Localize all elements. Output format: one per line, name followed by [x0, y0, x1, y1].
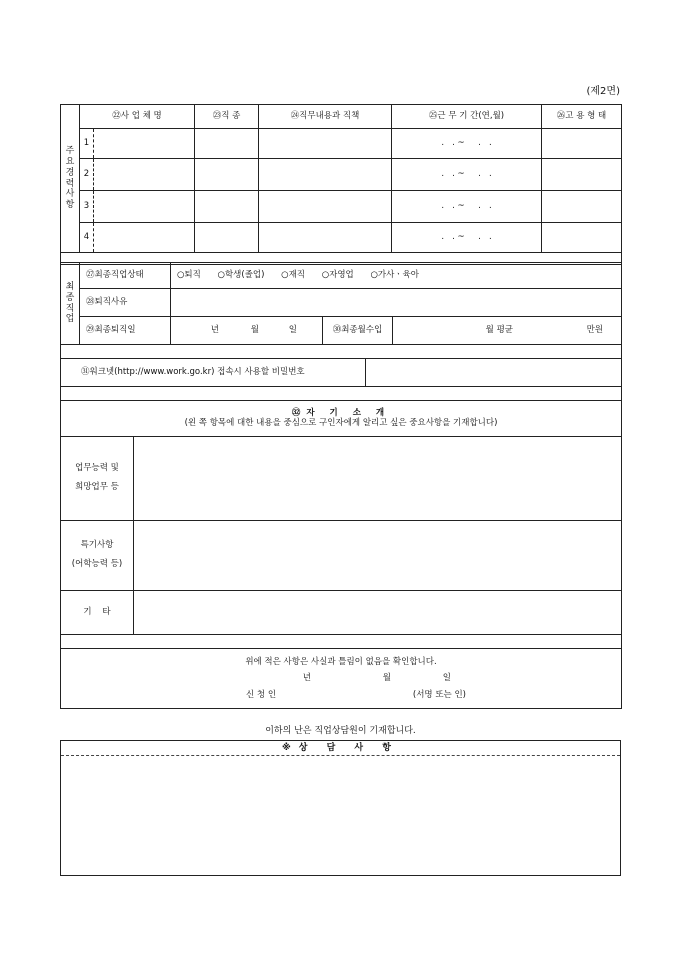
header-period: ㉕근 무 기 간(연,월): [392, 105, 542, 129]
intro-field-ability[interactable]: [134, 437, 622, 521]
retire-date-field[interactable]: 년 월 일: [171, 317, 323, 345]
confirmation-statement: 위에 적은 사항은 사실과 틀림이 없음을 확인합니다.: [245, 657, 437, 668]
applicant-signature[interactable]: 신 청 인 (서명 또는 인): [246, 689, 466, 700]
retire-reason-label: ㉘퇴직사유: [80, 289, 171, 317]
self-intro-subtitle: (왼 쪽 항목에 대한 내용을 중심으로 구인자에게 알리고 싶은 중요사항을 기재합니다): [184, 417, 498, 428]
intro-field-special[interactable]: [134, 521, 622, 591]
worknet-password-field[interactable]: [366, 359, 622, 387]
period-cell[interactable]: . . ~ . .: [392, 191, 542, 223]
confirmation-date[interactable]: 년 월 일: [302, 673, 451, 684]
career-row: [61, 159, 622, 191]
final-status-options: [171, 263, 622, 289]
career-row: [61, 191, 622, 223]
employment-cell[interactable]: [542, 191, 622, 223]
row-number: 2: [80, 159, 94, 191]
row-number: 3: [80, 191, 94, 223]
worknet-table: [60, 358, 622, 401]
counsel-field[interactable]: [61, 756, 620, 874]
period-cell[interactable]: . . ~ . .: [392, 223, 542, 253]
intro-label-other: 기 타: [61, 591, 134, 635]
final-job-section-title: 최 종 직 업: [61, 263, 80, 345]
status-option-self-employed[interactable]: ○자영업: [321, 269, 354, 280]
status-option-retired[interactable]: ○퇴직: [177, 269, 201, 280]
retire-reason-field[interactable]: [171, 289, 622, 317]
header-employment: ㉖고 용 형 태: [542, 105, 622, 129]
final-job-table: [60, 262, 622, 359]
monthly-pay-field[interactable]: 월 평균 만원: [393, 317, 622, 345]
employment-cell[interactable]: [542, 223, 622, 253]
spacer-row: [61, 387, 622, 401]
confirmation-block: [61, 649, 622, 709]
spacer-row: [61, 345, 622, 359]
intro-field-other[interactable]: [134, 591, 622, 635]
intro-label-special: 특기사항 (어학능력 등): [61, 521, 134, 591]
job-cell[interactable]: [195, 191, 259, 223]
worknet-password-label: ㉛워크넷(http://www.work.go.kr) 접속시 사용할 비밀번호: [61, 359, 366, 387]
counsel-title: ※상 담 사 항: [61, 741, 620, 756]
status-option-homemaker[interactable]: ○가사ㆍ육아: [370, 269, 419, 280]
monthly-pay-label: ㉚최종월수입: [323, 317, 393, 345]
career-section-title: 주 요 경 력 사 항: [61, 105, 80, 253]
job-cell[interactable]: [195, 223, 259, 253]
final-status-label: ㉗최종직업상태: [80, 263, 171, 289]
self-intro-title: ㉜자 기 소 개: [291, 407, 391, 418]
company-cell[interactable]: [94, 159, 195, 191]
job-cell[interactable]: [195, 129, 259, 159]
employment-cell[interactable]: [542, 129, 622, 159]
self-intro-header: [61, 401, 622, 437]
duties-cell[interactable]: [259, 191, 392, 223]
row-number: 1: [80, 129, 94, 159]
company-cell[interactable]: [94, 191, 195, 223]
status-option-student[interactable]: ○학생(졸업): [217, 269, 265, 280]
career-row: [61, 223, 622, 253]
spacer-row: [61, 635, 622, 649]
status-option-employed[interactable]: ○재직: [281, 269, 305, 280]
retire-date-label: ㉙최종퇴직일: [80, 317, 171, 345]
career-row: [61, 129, 622, 159]
self-intro-table: [60, 400, 622, 709]
period-cell[interactable]: . . ~ . .: [392, 159, 542, 191]
intro-label-ability: 업무능력 및 희망업무 등: [61, 437, 134, 521]
counsel-box: [60, 740, 621, 876]
header-job: ㉓직 종: [195, 105, 259, 129]
period-cell[interactable]: . . ~ . .: [392, 129, 542, 159]
duties-cell[interactable]: [259, 223, 392, 253]
company-cell[interactable]: [94, 129, 195, 159]
company-cell[interactable]: [94, 223, 195, 253]
duties-cell[interactable]: [259, 159, 392, 191]
job-cell[interactable]: [195, 159, 259, 191]
header-duties: ㉔직무내용과 직책: [259, 105, 392, 129]
employment-cell[interactable]: [542, 159, 622, 191]
counselor-note: 이하의 난은 직업상담원이 기재합니다.: [265, 726, 416, 736]
career-table: [60, 104, 622, 265]
page-number-label: (제2면): [586, 86, 620, 97]
duties-cell[interactable]: [259, 129, 392, 159]
header-company: ㉒사 업 체 명: [80, 105, 195, 129]
row-number: 4: [80, 223, 94, 253]
